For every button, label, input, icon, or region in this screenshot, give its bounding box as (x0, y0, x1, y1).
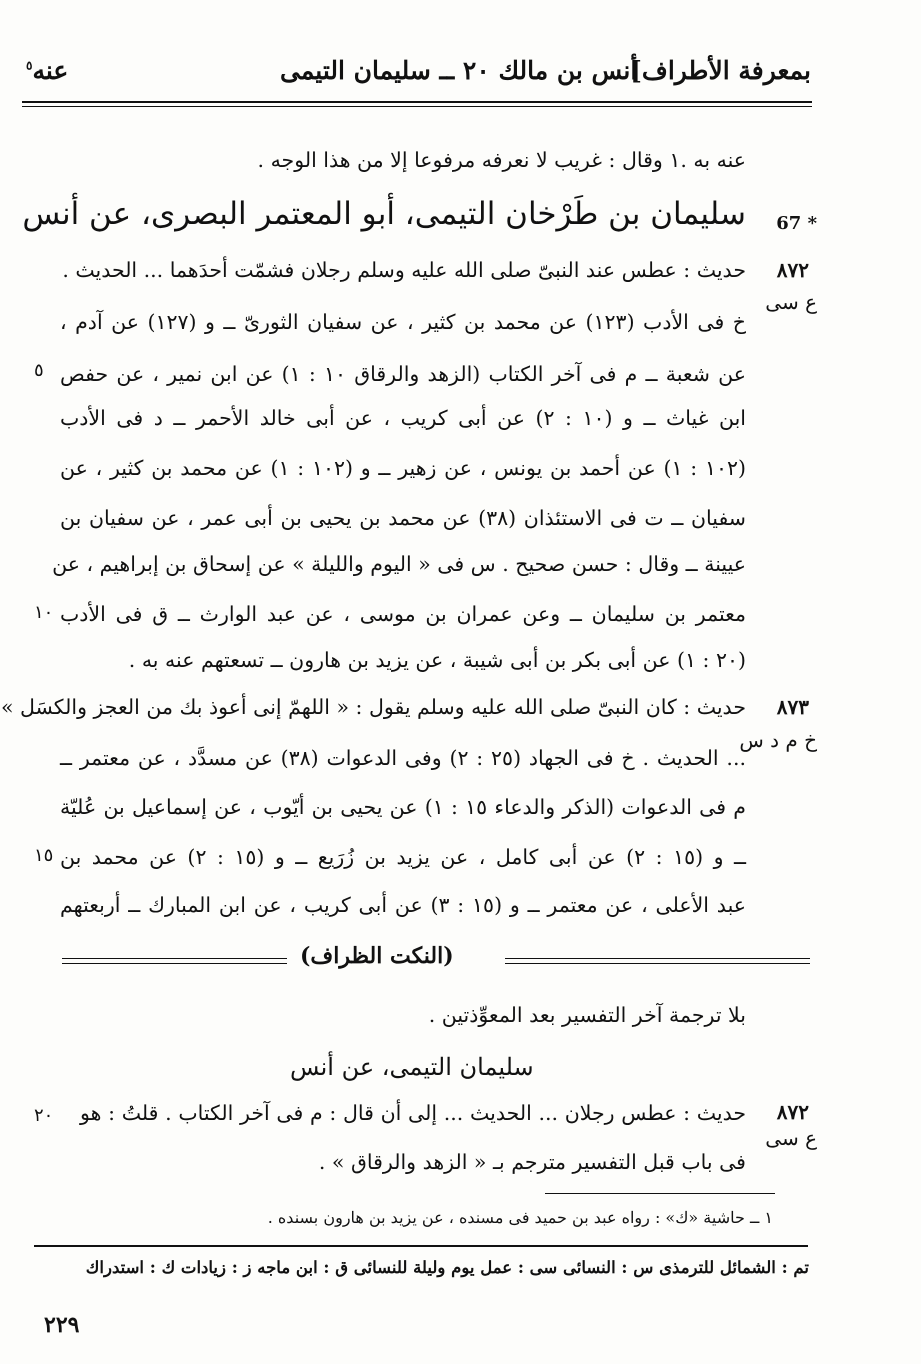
footnote: ١ ــ حاشية «ك» : رواه عبد بن حميد فى مسنده ، عن يزيد بن هارون بسنده . (267, 1208, 773, 1227)
abbreviations-key: تم : الشمائل للترمذى س : النسائى سى : عمل يوم وليلة للنسائى ق : ابن ماجه ز : زيادات ك : استدراك (85, 1258, 809, 1277)
text-line: حديث : عطس رجلان ... الحديث ... إلى أن قال : م فى آخر الكتاب . قلتُ : هو (80, 1101, 746, 1125)
entry-heading: سليمان بن طَرْخان التيمى، أبو المعتمر البصرى، عن أنس (22, 196, 746, 232)
text-line: فى باب قبل التفسير مترجم بـ « الزهد والرقاق » . (318, 1150, 746, 1174)
text-line: عن شعبة ــ م فى آخر الكتاب (الزهد والرقاق ١٠ : ١) عن ابن نمير ، عن حفص (60, 362, 746, 386)
text-line: م فى الدعوات (الذكر والدعاء ١٥ : ١) عن يحيى بن أيّوب ، عن إسماعيل بن عُليّة (60, 795, 746, 819)
header-right: بمعرفة الأطراف] (630, 56, 811, 85)
text-line: معتمر بن سليمان ــ وعن عمران بن موسى ، عن عبد الوارث ــ ق فى الأدب (60, 602, 746, 626)
separator-title: (النكت الظراف) (300, 943, 454, 969)
text-line: ــ و (١٥ : ٢) عن أبى كامل ، عن يزيد بن زُرَيع ــ و (١٥ : ٢) عن محمد بن (60, 845, 746, 869)
line-number: ١٠ (34, 602, 54, 623)
header-rule (22, 101, 812, 103)
abbreviations-rule (34, 1245, 808, 1247)
text-line: حديث : عطس عند النبىّ صلى الله عليه وسلم رجلان فشمّت أحدَهما ... الحديث . (62, 258, 746, 282)
sub-heading: سليمان التيمى، عن أنس (290, 1053, 534, 1081)
text-line: (١٠٢ : ١) عن أحمد بن يونس ، عن زهير ــ و (١٠٢ : ١) عن محمد بن كثير ، عن (60, 456, 746, 480)
header-left-sup: ٥ (26, 58, 33, 73)
header-left: عنه$^٥$ (26, 56, 69, 85)
separator-rule-left (62, 958, 287, 959)
text-line: حديث : كان النبىّ صلى الله عليه وسلم يقول : « اللهمّ إنى أعوذ بك من العجز والكسَل » (0, 695, 746, 719)
hadith-number: ٨٧٢ (776, 258, 809, 282)
text-line: عيينة ــ وقال : حسن صحيح . س فى « اليوم والليلة » عن إسحاق بن إبراهيم ، عن (52, 552, 746, 576)
line-number: ٢٠ (34, 1105, 54, 1126)
text-line: (٢٠ : ١) عن أبى بكر بن أبى شيبة ، عن يزيد بن هارون ــ تسعتهم عنه به . (128, 648, 746, 672)
separator-rule-left-thin (62, 963, 287, 964)
hadith-number: ٨٧٣ (776, 695, 809, 719)
line-number: ٥ (34, 360, 44, 381)
text-line: عبد الأعلى ، عن معتمر ــ و (١٥ : ٣) عن أبى كريب ، عن ابن المبارك ــ أربعتهم (60, 893, 746, 917)
page-number: ٢٢٩ (44, 1312, 80, 1338)
hadith-number: ٨٧٢ (776, 1100, 809, 1124)
header-middle: أنس بن مالك ٢٠ ــ سليمان التيمى (280, 56, 638, 85)
hadith-sigla: ع سى (765, 290, 817, 314)
text-line: خ فى الأدب (١٢٣) عن محمد بن كثير ، عن سفيان الثورىّ ــ و (١٢٧) عن آدم ، (60, 310, 746, 334)
text-line: بلا ترجمة آخر التفسير بعد المعوِّذتين . (428, 1003, 746, 1027)
header-rule-thin (22, 106, 812, 107)
line-number: ١٥ (34, 845, 54, 866)
text-line: ... الحديث . خ فى الجهاد (٢٥ : ٢) وفى الدعوات (٣٨) عن مسدَّد ، عن معتمر ــ (60, 746, 746, 770)
separator-rule-right (505, 958, 810, 959)
separator-rule-right-thin (505, 963, 810, 964)
text-line: سفيان ــ ت فى الاستئذان (٣٨) عن محمد بن يحيى بن أبى عمر ، عن سفيان بن (60, 506, 746, 530)
footnote-rule (545, 1193, 775, 1194)
text-line: ابن غياث ــ و (١٠ : ٢) عن أبى كريب ، عن أبى خالد الأحمر ــ د فى الأدب (60, 406, 746, 430)
hadith-sigla: خ م د س (739, 728, 817, 752)
top-line: عنه به .١ وقال : غريب لا نعرفه مرفوعا إلا من هذا الوجه . (257, 148, 746, 172)
entry-number: 67 * (776, 213, 817, 234)
hadith-sigla: ع سى (765, 1126, 817, 1150)
